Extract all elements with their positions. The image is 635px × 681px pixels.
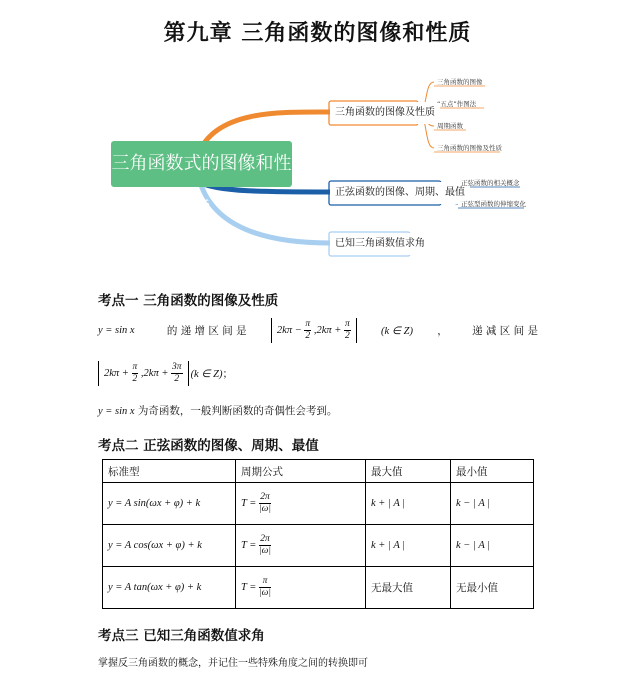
mindmap-leaf: 三角函数的图像及性质 [437,144,502,152]
section-heading-3: 考点三 已知三角函数值求角 [98,628,265,644]
decreasing-text: 递 减 区 间 是 [472,325,538,337]
standard-form: y = A cos(ωx + φ) + k [103,525,236,567]
period-formula: T = $\frac{2\pi}{|\omega|}$ [236,525,366,567]
k-condition: (k ∈ Z) [381,325,413,337]
table-header: 标准型 [103,460,236,483]
max-value: k + | A | [366,483,451,525]
odd-function-text: 为奇函数，一般判断函数的奇偶性会考到。 [137,405,338,417]
k-condition: (k ∈ Z) [190,368,223,380]
trig-function-table [102,459,534,609]
increasing-interval: 2kπ − $\frac{\pi}{2}$ ,2kπ + $\frac{\pi}{2}$ [271,318,357,343]
mindmap-leaf: 周期函数 [437,122,463,130]
comma: ， [437,325,448,337]
standard-form: y = A sin(ωx + φ) + k [103,483,236,525]
mindmap-connectors [0,0,635,300]
max-value: k + | A | [366,525,451,567]
mindmap-branch-1: 三角函数的图像及性质 [330,102,440,124]
section-heading-1: 考点一 三角函数的图像及性质 [98,293,279,309]
sin-function: y = sin x [98,325,135,336]
fraction: $\frac{\pi}{2}$ [344,319,350,341]
semicolon: ； [222,368,233,380]
page-title: 第九章 三角函数的图像和性质 [163,21,472,46]
sin-function: y = sin x [98,406,135,417]
max-value: 无最大值 [366,567,451,609]
table-row [103,483,534,525]
mindmap-leaf: “五点”作图法 [437,100,477,108]
table-header: 周期公式 [236,460,366,483]
odd-function-line [98,403,337,418]
section-3-text: 掌握反三角函数的概念，并记住一些特殊角度之间的转换即可 [98,658,368,669]
increasing-interval-line [98,318,538,343]
min-value: k − | A | [451,525,534,567]
table-header: 最大值 [366,460,451,483]
section-heading-2: 考点二 正弦函数的图像、周期、最值 [98,438,319,454]
mindmap-leaf: 三角函数的图像 [437,78,483,86]
mindmap-branch-3: 已知三角函数值求角 [330,233,430,255]
min-value: k − | A | [451,483,534,525]
table-row [103,525,534,567]
min-value: 无最小值 [451,567,534,609]
period-formula: T = $\frac{\pi}{|\omega|}$ [236,567,366,609]
period-formula: T = $\frac{2\pi}{|\omega|}$ [236,483,366,525]
table-header-row [103,460,534,483]
decreasing-interval-line [98,361,233,386]
fraction: $\frac{3\pi}{2}$ [172,362,182,384]
mindmap-leaf: 正弦函数的相关概念 [461,179,520,187]
fraction: $\frac{\pi}{2}$ [132,362,138,384]
fraction: $\frac{\pi}{2}$ [305,319,311,341]
table-row [103,567,534,609]
mindmap-branch-2: 正弦函数的图像、周期、最值 [330,182,470,204]
mindmap-root: 三角函数式的图像和性质 [111,141,292,187]
decreasing-interval: 2kπ + $\frac{\pi}{2}$ ,2kπ + $\frac{3\pi}{2}$ [98,361,189,386]
standard-form: y = A tan(ωx + φ) + k [103,567,236,609]
increasing-text: 的 递 增 区 间 是 [166,325,247,337]
table-header: 最小值 [451,460,534,483]
mindmap-leaf: 正弦型函数的伸缩变化 [461,200,526,208]
